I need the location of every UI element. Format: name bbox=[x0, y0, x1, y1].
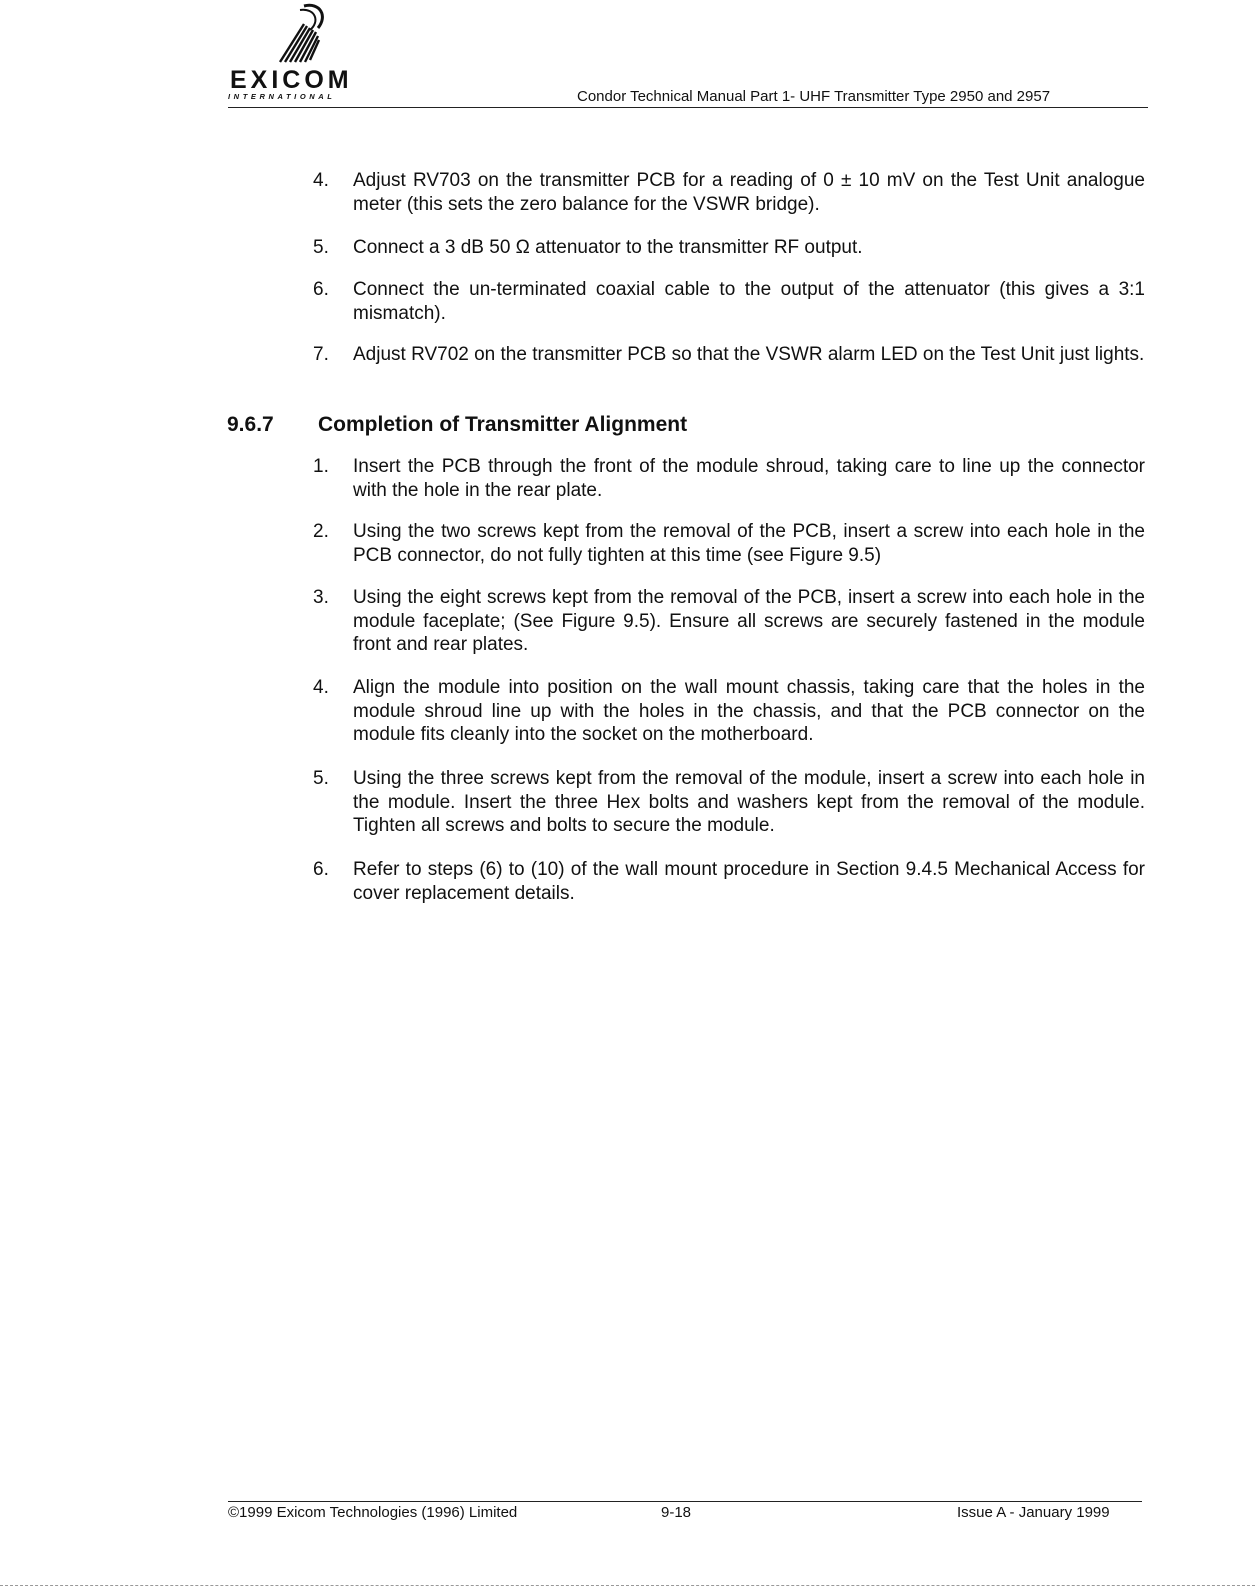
list-item-text: Adjust RV703 on the transmitter PCB for a reading of 0 ± 10 mV on the Test Unit analogue meter (this sets the zero balance for the VSWR bridge). bbox=[353, 170, 1145, 215]
list-item-number: 7. bbox=[313, 344, 329, 365]
document-title: Condor Technical Manual Part 1- UHF Transmitter Type 2950 and 2957 bbox=[577, 88, 1051, 105]
list-item bbox=[313, 520, 1145, 567]
list-item-text: Insert the PCB through the front of the module shroud, taking care to line up the connector with the hole in the rear plate. bbox=[353, 456, 1145, 501]
logo-subtitle: INTERNATIONAL bbox=[228, 92, 336, 101]
list-item-text: Align the module into position on the wall mount chassis, taking care that the holes in the module shroud line up with the holes in the chassis, and that the PCB connector on the module fits cleanly into the socket on the motherboard. bbox=[353, 677, 1145, 745]
list-item bbox=[313, 767, 1145, 838]
list-item bbox=[313, 586, 1145, 657]
header-divider bbox=[228, 107, 1148, 108]
list-item-number: 4. bbox=[313, 677, 329, 698]
list-item-text: Adjust RV702 on the transmitter PCB so that the VSWR alarm LED on the Test Unit just lights. bbox=[353, 344, 1145, 365]
list-item-number: 1. bbox=[313, 456, 329, 477]
list-item-text: Connect the un-terminated coaxial cable to the output of the attenuator (this gives a 3:1 mismatch). bbox=[353, 279, 1145, 324]
list-item-number: 6. bbox=[313, 859, 329, 880]
footer-divider bbox=[228, 1501, 1142, 1502]
list-item-text: Using the three screws kept from the removal of the module, insert a screw into each hole in the module. Insert the three Hex bolts and washers kept from the removal of the module. Tighten all screws and bolts to secure the module. bbox=[353, 768, 1145, 836]
list-item bbox=[313, 858, 1145, 905]
list-item-number: 6. bbox=[313, 279, 329, 300]
footer-copyright: ©1999 Exicom Technologies (1996) Limited bbox=[228, 1504, 518, 1521]
list-item bbox=[313, 343, 1145, 367]
list-item-text: Refer to steps (6) to (10) of the wall mount procedure in Section 9.4.5 Mechanical Access for cover replacement details. bbox=[353, 859, 1145, 904]
logo-name: EXICOM bbox=[230, 66, 353, 94]
list-item-number: 5. bbox=[313, 237, 329, 258]
list-item bbox=[313, 278, 1145, 325]
list-item bbox=[313, 236, 1145, 260]
scan-edge bbox=[0, 1585, 1255, 1586]
list-item-number: 3. bbox=[313, 587, 329, 608]
list-item-text: Connect a 3 dB 50 Ω attenuator to the transmitter RF output. bbox=[353, 237, 863, 258]
list-item-text: Using the two screws kept from the removal of the PCB, insert a screw into each hole in the PCB connector, do not fully tighten at this time (see Figure 9.5) bbox=[353, 521, 1145, 566]
list-item-number: 4. bbox=[313, 170, 329, 191]
list-item bbox=[313, 169, 1145, 216]
section-title: Completion of Transmitter Alignment bbox=[318, 413, 688, 436]
list-item-text: Using the eight screws kept from the removal of the PCB, insert a screw into each hole in the module faceplate; (See Figure 9.5). Ensure all screws are securely fastened in the module front and rear plates. bbox=[353, 587, 1145, 655]
exicom-logo bbox=[222, 2, 402, 102]
list-item bbox=[313, 676, 1145, 747]
section-number: 9.6.7 bbox=[227, 413, 274, 436]
page-number: 9-18 bbox=[661, 1504, 692, 1521]
list-item-number: 2. bbox=[313, 521, 329, 542]
list-item-number: 5. bbox=[313, 768, 329, 789]
exicom-logo-icon bbox=[260, 2, 340, 68]
footer-issue: Issue A - January 1999 bbox=[957, 1504, 1110, 1521]
list-item bbox=[313, 455, 1145, 502]
